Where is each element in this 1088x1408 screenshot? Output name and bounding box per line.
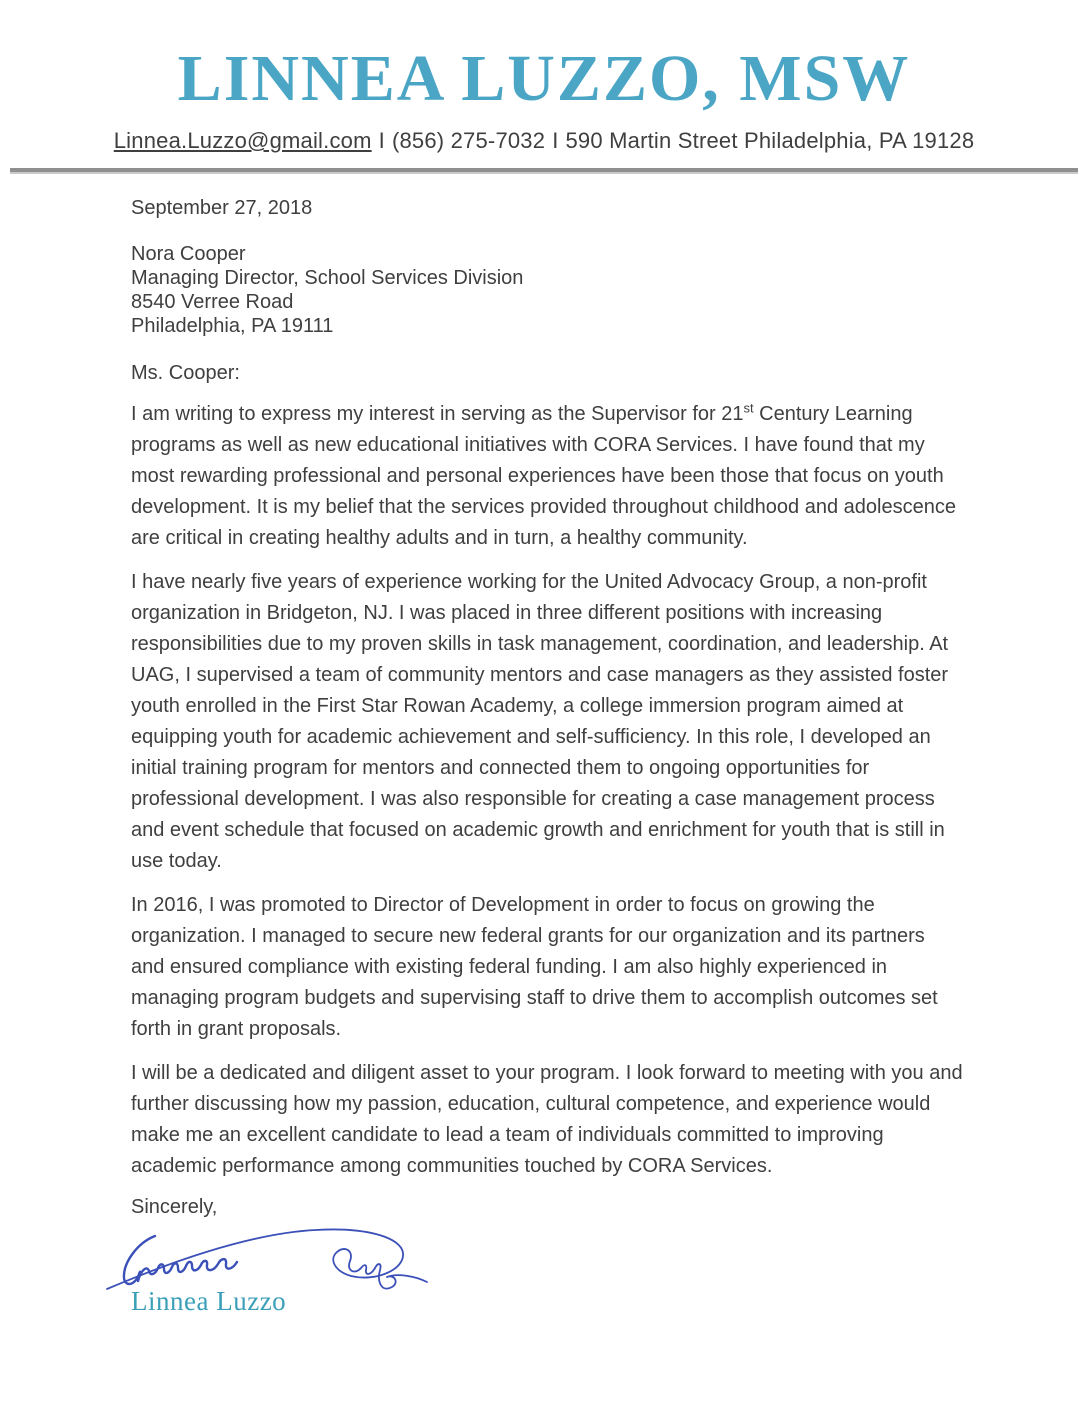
ordinal-superscript: st [743, 400, 754, 416]
paragraph-1-text: I am writing to express my interest in serving as the Supervisor for 21 [131, 403, 744, 425]
salutation: Ms. Cooper: [131, 362, 240, 384]
letter-body [131, 174, 963, 1317]
postal-address: 590 Martin Street Philadelphia, PA 19128 [565, 128, 975, 153]
recipient-name: Nora Cooper [131, 243, 246, 265]
signature-name: Linnea Luzzo [131, 1286, 287, 1316]
paragraph-4: I will be a dedicated and diligent asset to your program. I look forward to meeting with you and further discussing how my passion, education, cultural competence, and experience would make me an excellent candidate to lead a team of individuals committed to improving academic performance among communities touched by CORA Services. [131, 1062, 963, 1177]
contact-separator: I [378, 128, 385, 153]
email-link[interactable]: Linnea.Luzzo@gmail.com [113, 128, 372, 153]
paragraph-3: In 2016, I was promoted to Director of Development in order to focus on growing the organization. I managed to secure new federal grants for our organization and its partners and ensured compliance with existing federal funding. I am also highly experienced in managing program budgets and supervising staff to drive them to accomplish outcomes set forth in grant proposals. [131, 894, 938, 1040]
recipient-title: Managing Director, School Services Division [131, 267, 524, 289]
letterhead [0, 0, 1088, 174]
paragraph-1 [131, 399, 963, 554]
closing: Sincerely, [131, 1196, 218, 1218]
letter-date: September 27, 2018 [131, 197, 313, 219]
recipient-street: 8540 Verree Road [131, 291, 294, 313]
phone-number: (856) 275-7032 [391, 128, 546, 153]
recipient-city: Philadelphia, PA 19111 [131, 315, 334, 337]
paragraph-1-text-continued: Century Learning programs as well as new educational initiatives with CORA Services. I have found that my most rewarding professional and personal experiences have been those that focus on youth development. It is my belief that the services provided throughout childhood and adolescence are critical in creating healthy adults and in turn, a healthy community. [131, 403, 956, 549]
paragraph-2: I have nearly five years of experience working for the United Advocacy Group, a non-profit organization in Bridgeton, NJ. I was placed in three different positions with increasing responsibilities due to my proven skills in task management, coordination, and leadership. At UAG, I supervised a team of community mentors and case managers as they assisted foster youth enrolled in the First Star Rowan Academy, a college immersion program aimed at equipping youth for academic achievement and self-sufficiency. In this role, I developed an initial training program for mentors and connected them to ongoing opportunities for professional development. I was also responsible for creating a case management process and event schedule that focused on academic growth and enrichment for youth that is still in use today. [131, 571, 949, 872]
page-title: LINNEA LUZZO, MSW [177, 42, 911, 115]
recipient-address [131, 242, 963, 338]
contact-separator: I [552, 128, 559, 153]
contact-line [0, 128, 1088, 154]
